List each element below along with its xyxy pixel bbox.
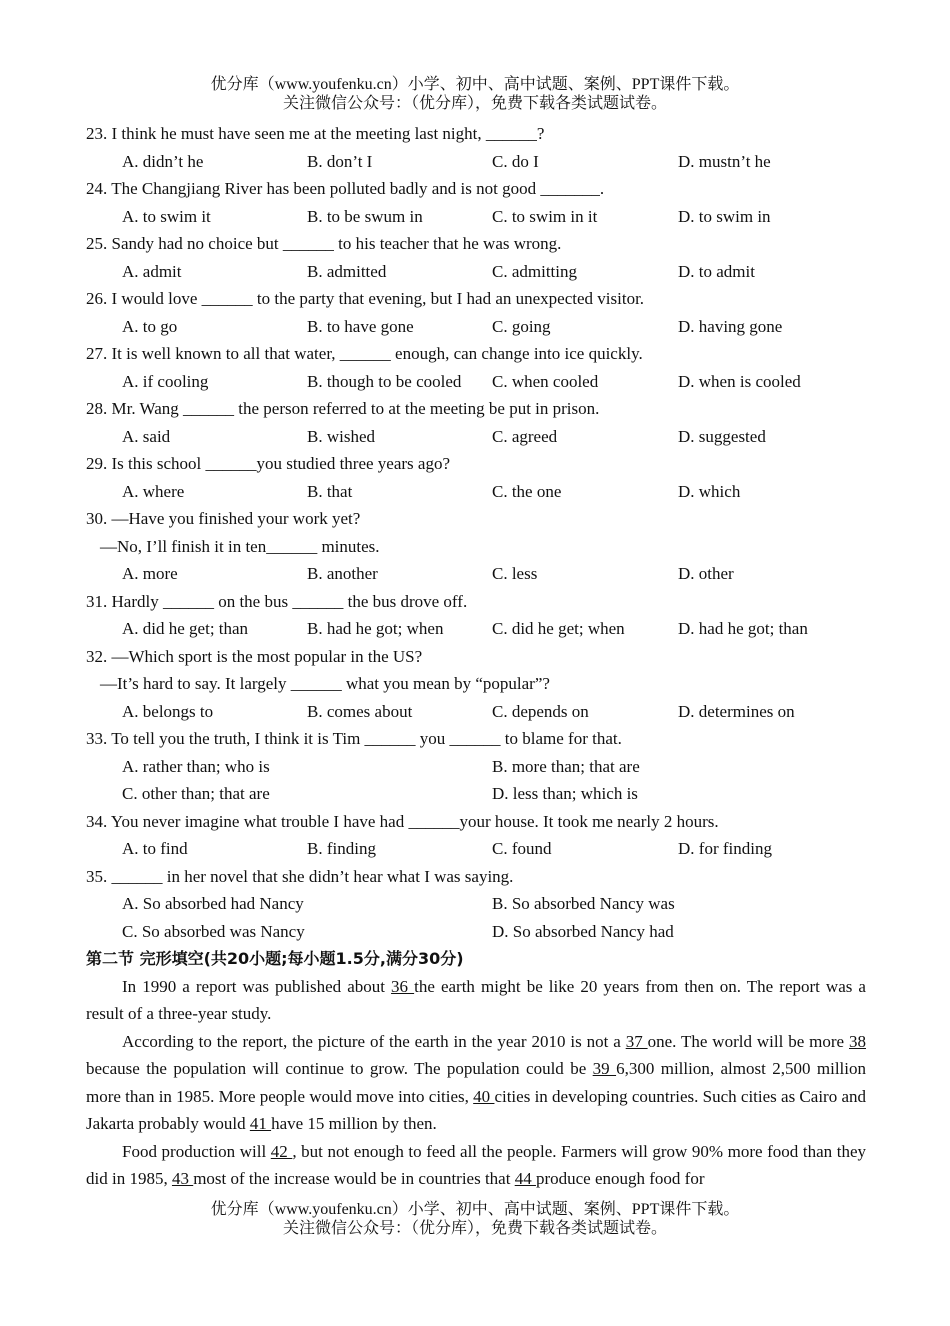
question-stem: 33. To tell you the truth, I think it is Tim ______ you ______ to blame for that. <box>86 729 622 748</box>
question-stem: 31. Hardly ______ on the bus ______ the bus drove off. <box>86 591 468 611</box>
option-b: B. though to be cooled <box>307 371 462 391</box>
paragraph-text: According to the report, the picture of the earth in the year 2010 is not a <box>122 1031 626 1051</box>
question-options <box>86 368 866 396</box>
blank-36: 36 <box>391 976 415 996</box>
header-line-2: 关注微信公众号：（优分库），免费下载各类试题试卷。 <box>282 95 667 112</box>
option-a: A. rather than; who is <box>122 756 270 776</box>
option-d: D. other <box>678 564 734 583</box>
paragraph-text: the earth might be like 20 years from then on. The report was a result of a three-year study. <box>86 976 866 1023</box>
footer-line-2: 关注微信公众号：（优分库），免费下载各类试题试卷。 <box>282 1220 667 1237</box>
option-b: B. comes about <box>307 701 413 721</box>
cloze-paragraph <box>86 1028 866 1138</box>
option-b: B. another <box>307 564 378 583</box>
option-c: C. going <box>492 316 551 336</box>
blank-41: 41 <box>249 1114 272 1133</box>
option-a: A. So absorbed had Nancy <box>122 894 304 913</box>
option-d: D. which <box>678 481 741 501</box>
paragraph-text: produce enough food for <box>535 1169 705 1188</box>
question-stem: 29. Is this school ______you studied three years ago? <box>86 454 451 473</box>
blank-37: 37 <box>625 1031 648 1051</box>
option-a: A. admit <box>122 261 182 281</box>
option-a: A. if cooling <box>122 371 209 391</box>
option-c: C. other than; that are <box>122 784 270 803</box>
question-stem: 30. —Have you finished your work yet? <box>86 509 361 528</box>
question-options <box>86 148 866 176</box>
option-a: A. to swim it <box>122 206 211 226</box>
question-stem: 32. —Which sport is the most popular in the US? <box>86 646 423 666</box>
option-c: C. So absorbed was Nancy <box>122 921 305 941</box>
option-a: A. didn’t he <box>122 151 204 171</box>
exam-page-body <box>86 120 866 1193</box>
option-d: D. for finding <box>678 839 772 858</box>
question-stem: 26. I would love ______ to the party that evening, but I had an unexpected visitor. <box>86 289 645 308</box>
option-b: B. finding <box>307 839 376 858</box>
option-a: A. to go <box>122 316 178 336</box>
question-options <box>86 753 866 781</box>
question-stem: 35. ______ in her novel that she didn’t hear what I was saying. <box>86 866 514 886</box>
option-b: B. had he got; when <box>307 619 444 638</box>
blank-42: 42 <box>270 1141 293 1161</box>
option-a: A. where <box>122 481 185 501</box>
paragraph-text: Food production will <box>122 1141 271 1161</box>
question-options <box>86 918 866 946</box>
option-d: D. mustn’t he <box>678 151 771 171</box>
option-b: B. to be swum in <box>307 206 423 226</box>
option-b: B. So absorbed Nancy was <box>492 894 675 913</box>
option-d: D. So absorbed Nancy had <box>492 921 674 941</box>
cloze-paragraph <box>86 973 866 1028</box>
option-c: C. less <box>492 564 538 583</box>
question-options <box>86 835 866 863</box>
question-options <box>86 890 866 918</box>
question-options <box>86 478 866 506</box>
option-d: D. when is cooled <box>678 371 801 391</box>
option-d: D. less than; which is <box>492 784 638 803</box>
option-c: C. did he get; when <box>492 619 625 638</box>
question-dialogue-line: —It’s hard to say. It largely ______ what you mean by “popular”? <box>100 674 550 693</box>
question-options <box>86 258 866 286</box>
blank-38: 38 <box>849 1031 866 1051</box>
option-c: C. the one <box>492 481 562 501</box>
question-options <box>86 560 866 588</box>
paragraph-text: because the population will continue to grow. The population could be <box>86 1059 593 1078</box>
question-stem: 27. It is well known to all that water, ______ enough, can change into ice quickly. <box>86 344 643 363</box>
option-b: B. to have gone <box>307 316 414 336</box>
option-a: A. did he get; than <box>122 619 249 638</box>
question-stem: 23. I think he must have seen me at the meeting last night, ______? <box>86 124 545 143</box>
option-d: D. suggested <box>678 426 766 446</box>
option-d: D. to swim in <box>678 206 771 226</box>
option-b: B. wished <box>307 426 375 446</box>
option-c: C. found <box>492 839 552 858</box>
option-a: A. more <box>122 564 178 583</box>
option-b: B. admitted <box>307 261 387 281</box>
option-d: D. determines on <box>678 701 795 721</box>
paragraph-text: have 15 million by then. <box>271 1114 437 1133</box>
option-c: C. depends on <box>492 701 589 721</box>
paragraph-text: In 1990 a report was published about <box>122 976 392 996</box>
question-options <box>86 313 866 341</box>
option-d: D. having gone <box>678 316 783 336</box>
option-d: D. to admit <box>678 261 755 281</box>
paragraph-text: , but not enough to feed all the people. Farmers will grow 90% more food than they did in 1985, <box>86 1141 866 1188</box>
option-a: A. to find <box>122 839 188 858</box>
blank-39: 39 <box>592 1059 617 1078</box>
paragraph-text: 6,300 million, almost 2,500 million more than in 1985. More people would move into cities, <box>86 1059 867 1106</box>
question-options <box>86 423 866 451</box>
footer-line-1: 优分库（www.youfenku.cn）小学、初中、高中试题、案例、PPT课件下载。 <box>210 1201 740 1218</box>
page-header <box>0 75 950 113</box>
option-b: B. that <box>307 481 353 501</box>
paragraph-text: most of the increase would be in countries that <box>193 1169 515 1188</box>
question-options <box>86 203 866 231</box>
question-stem: 25. Sandy had no choice but ______ to his teacher that he was wrong. <box>86 234 562 253</box>
page-footer <box>0 1200 950 1238</box>
question-options <box>86 780 866 808</box>
option-b: B. don’t I <box>307 151 373 171</box>
option-a: A. belongs to <box>122 701 214 721</box>
question-stem: 24. The Changjiang River has been polluted badly and is not good _______. <box>86 179 605 198</box>
option-d: D. had he got; than <box>678 619 808 638</box>
section-heading: 第二节 完形填空(共20小题;每小题1.5分,满分30分) <box>86 949 464 968</box>
option-b: B. more than; that are <box>492 756 640 776</box>
option-c: C. admitting <box>492 261 577 281</box>
option-c: C. agreed <box>492 426 558 446</box>
paragraph-text: cities in developing countries. Such cities as Cairo and Jakarta probably would <box>86 1086 867 1133</box>
question-stem: 34. You never imagine what trouble I have had ______your house. It took me nearly 2 hours. <box>86 811 719 831</box>
paragraph-text: one. The world will be more <box>647 1031 849 1051</box>
question-options <box>86 698 866 726</box>
header-line-1: 优分库（www.youfenku.cn）小学、初中、高中试题、案例、PPT课件下载。 <box>210 76 740 93</box>
question-dialogue-line: —No, I’ll finish it in ten______ minutes. <box>100 536 380 556</box>
option-a: A. said <box>122 426 171 446</box>
cloze-paragraph <box>86 1138 866 1193</box>
blank-44: 44 <box>514 1169 536 1188</box>
question-stem: 28. Mr. Wang ______ the person referred to at the meeting be put in prison. <box>86 399 600 418</box>
blank-43: 43 <box>171 1169 194 1188</box>
option-c: C. to swim in it <box>492 206 598 226</box>
option-c: C. when cooled <box>492 371 599 391</box>
blank-40: 40 <box>473 1086 495 1106</box>
question-options <box>86 615 866 643</box>
option-c: C. do I <box>492 151 539 171</box>
